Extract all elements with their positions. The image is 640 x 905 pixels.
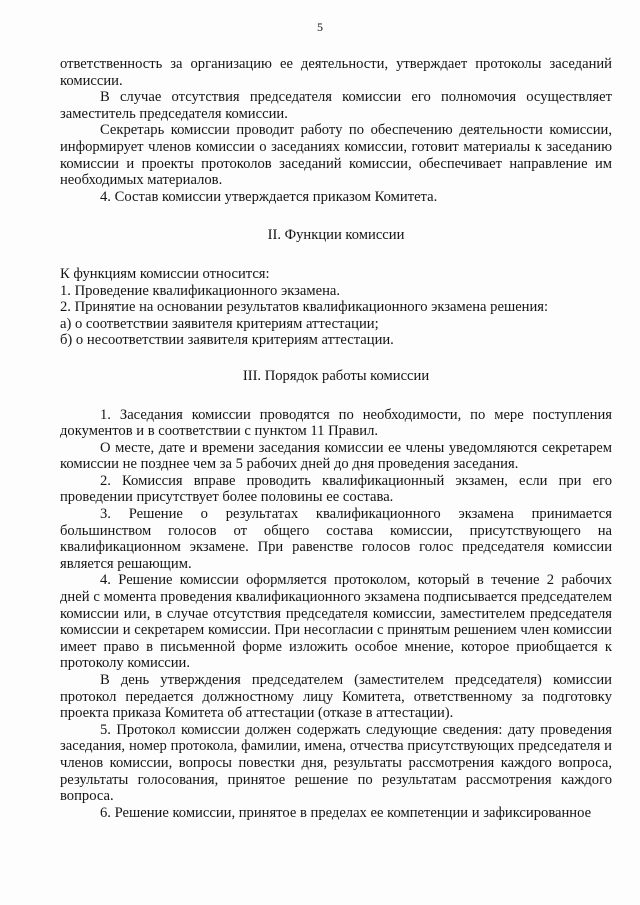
paragraph: 1. Заседания комиссии проводятся по необходимости, по мере поступления документов и в соответствии с пунктом 11 Правил. (60, 406, 612, 440)
paragraph: В день утверждения председателем (заместителем председателя) комиссии протокол передается должностному лицу Комитета, ответственному за подготовку проекта приказа Комитета об аттестации (отказе в аттестации). (60, 672, 612, 722)
paragraph: О месте, дате и времени заседания комиссии ее члены уведомляются секретарем комиссии не позднее чем за 5 рабочих дней до дня проведения заседания. (60, 439, 612, 473)
list-item: 1. Проведение квалификационного экзамена. (60, 282, 341, 299)
paragraph: 6. Решение комиссии, принятое в пределах ее компетенции и зафиксированное (100, 804, 592, 821)
paragraph: ответственность за организацию ее деятельности, утверждает протоколы заседаний комиссии. (60, 56, 612, 89)
page-number: 5 (317, 20, 323, 34)
paragraph: 5. Протокол комиссии должен содержать следующие сведения: дату проведения заседания, номер протокола, фамилии, имена, отчества присутствующих председателя и членов комиссии, вопросы повестки дня, результаты рассмотрения каждого вопроса, результаты голосования, принятое решение по результатам рассмотрения каждого вопроса. (60, 721, 612, 805)
paragraph: 3. Решение о результатах квалификационного экзамена принимается большинством голосов от общего состава комиссии, присутствующего на квалификационном экзамене. При равенстве голосов голос председателя комиссии является решающим. (60, 506, 612, 572)
paragraph: 4. Решение комиссии оформляется протоколом, который в течение 2 рабочих дней с момента проведения квалификационного экзамена подписывается председателем комиссии или, в случае отсутствия председателя комиссии, заместителем председателя комиссии и секретарем комиссии. При несогласии с принятым решением член комиссии имеет право в письменной форме изложить особое мнение, которое приобщается к протоколу комиссии. (60, 572, 612, 672)
paragraph: В случае отсутствия председателя комиссии его полномочия осуществляет заместитель председателя комиссии. (60, 89, 612, 122)
section-heading: III. Порядок работы комиссии (242, 367, 430, 384)
paragraph: 2. Комиссия вправе проводить квалификационный экзамен, если при его проведении присутствует более половины ее состава. (60, 472, 612, 506)
paragraph: 4. Состав комиссии утверждается приказом Комитета. (100, 188, 438, 205)
paragraph: Секретарь комиссии проводит работу по обеспечению деятельности комиссии, информирует членов комиссии о заседаниях комиссии, готовит материалы к заседанию комиссии и проекты протоколов заседаний комиссии, обеспечивает направление им необходимых материалов. (60, 122, 612, 189)
list-item: 2. Принятие на основании результатов квалификационного экзамена решения: (60, 299, 549, 316)
section-heading: II. Функции комиссии (267, 227, 405, 244)
list-item: а) о соответствии заявителя критериям аттестации; (60, 315, 379, 332)
document-body (60, 56, 612, 821)
list-intro: К функциям комиссии относится: (60, 265, 270, 282)
list-item: б) о несоответствии заявителя критериям аттестации. (60, 332, 394, 349)
